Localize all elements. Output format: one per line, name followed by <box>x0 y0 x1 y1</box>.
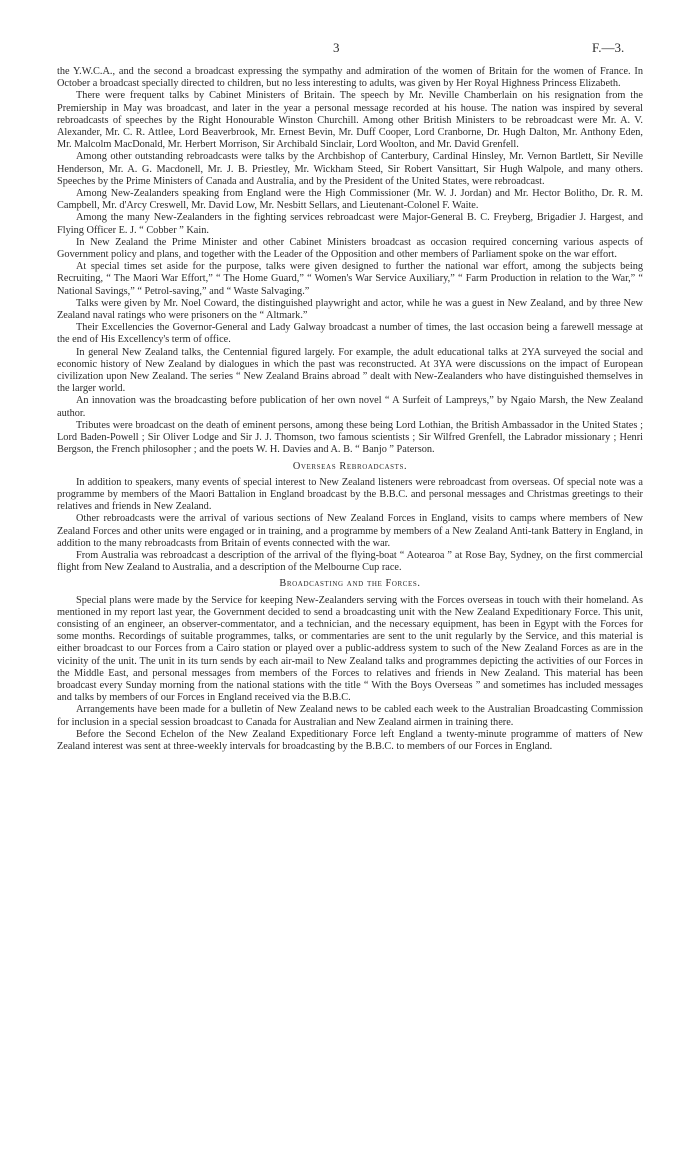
paragraph: Tributes were broadcast on the death of eminent persons, among these being Lord Lothian, the British Ambassador in the United States ; Lord Baden-Powell ; Sir Oliver Lodge and Sir J. J. Thomson, two famous scientists ; Sir Wilfred Grenfell, the Labrador missionary ; Henri Bergson, the French philosopher ; and the poets W. H. Davies and A. B. “ Banjo ” Paterson. <box>57 419 643 456</box>
section-heading: Overseas Rebroadcasts. <box>292 460 408 472</box>
paragraph: the Y.W.C.A., and the second a broadcast expressing the sympathy and admiration of the women of Britain for the women of France. In October a broadcast specially directed to children, but no less interesting to adults, was given by Her Royal Highness Princess Elizabeth. <box>57 66 643 90</box>
document-reference: F.—3. <box>592 40 625 55</box>
paragraph: An innovation was the broadcasting before publication of her own novel “ A Surfeit of Lampreys,” by Ngaio Marsh, the New Zealand author. <box>57 395 643 419</box>
paragraph: Arrangements have been made for a bulletin of New Zealand news to be cabled each week to the Australian Broadcasting Commission for inclusion in a special session broadcast to Canada for Australian and New Zealand airmen in training there. <box>57 704 643 728</box>
paragraph: Among New-Zealanders speaking from England were the High Commissioner (Mr. W. J. Jordan) and Mr. Hector Bolitho, Dr. R. M. Campbell, Mr. d'Arcy Creswell, Mr. David Low, Mr. Nesbitt Sellars, and Lieutenant-Colonel F. Waite. <box>57 188 643 212</box>
paragraph: Before the Second Echelon of the New Zealand Expeditionary Force left England a twenty-minute programme of matters of New Zealand interest was sent at three-weekly intervals for broadcasting by the B.B.C. to members of our Forces in England. <box>57 728 643 752</box>
paragraph: Talks were given by Mr. Noel Coward, the distinguished playwright and actor, while he was a guest in New Zealand, and by three New Zealand naval ratings who were prisoners on the “ Altmark.” <box>57 297 643 322</box>
document-body <box>57 66 643 753</box>
paragraph: At special times set aside for the purpose, talks were given designed to further the national war effort, among the subjects being Recruiting, “ The Maori War Effort,” “ The Home Guard,” “ Women's War Service Auxiliary,” “ Farm Production in relation to the War,” “ National Savings,” “ Petrol-saving,” and “ Waste Salvaging.” <box>57 261 643 297</box>
paragraph: Among other outstanding rebroadcasts were talks by the Archbishop of Canterbury, Cardinal Hinsley, Mr. Vernon Bartlett, Sir Neville Henderson, Mr. A. G. Macdonell, Mr. J. B. Priestley, Mr. Wickham Steed, Sir Robert Vansittart, Sir Hugh Walpole, and many others. Speeches by the Prime Ministers of Canada and Australia, and by the President of the United States, were rebroadcast. <box>57 151 643 187</box>
paragraph: Their Excellencies the Governor-General and Lady Galway broadcast a number of times, the last occasion being a farewell message at the end of His Excellency's term of office. <box>57 322 643 346</box>
section-heading: Broadcasting and the Forces. <box>279 578 421 590</box>
paragraph: Other rebroadcasts were the arrival of various sections of New Zealand Forces in England, visits to camps where members of New Zealand Forces and other units were engaged or in training, and a programme by members of a New Zealand Anti-tank Battery in England, in addition to the many rebroadcasts from Britain of events connected with the war. <box>57 513 643 549</box>
paragraph: Special plans were made by the Service for keeping New-Zealanders serving with the Forces overseas in touch with their homeland. As mentioned in my report last year, the Government decided to send a broadcasting unit with the New Zealand Expeditionary Force. This unit, consisting of an engineer, an observer-commentator, and a technician, and the necessary equipment, has been in Egypt with the Forces for some months. Recordings of suitable programmes, talks, or commentaries are sent to the unit regularly by the Service, and this material is either broadcast to our Forces from a Cairo station or played over a public-address system to such of the New Zealand Forces as are in the vicinity of the unit. The unit in its turn sends by each air-mail to New Zealand talks and programmes depicting the activities of our Forces in the Middle East, and personal messages from members of the Forces to relatives and friends in New Zealand. This material has been broadcast every Sunday morning from the national stations with the title “ With the Boys Overseas ” and sometimes has included messages and talks by members of our Forces in England received via the B.B.C. <box>57 594 643 704</box>
paragraph: Among the many New-Zealanders in the fighting services rebroadcast were Major-General B. C. Freyberg, Brigadier J. Hargest, and Flying Officer E. J. “ Cobber ” Kain. <box>57 212 643 236</box>
paragraph: In addition to speakers, many events of special interest to New Zealand listeners were rebroadcast from overseas. Of special note was a programme by members of the Maori Battalion in England broadcast by the B.B.C. and personal messages and Christmas greetings to their relatives and friends in New Zealand. <box>57 476 643 513</box>
page-header <box>0 40 700 54</box>
page-number: 3 <box>333 40 340 55</box>
paragraph: In general New Zealand talks, the Centennial figured largely. For example, the adult educational talks at 2YA surveyed the social and economic history of New Zealand by dialogues in which the past was reconstructed. At 3YA were discussions on the impact of European civilization upon New Zealand. The series “ New Zealand Brains abroad ” dealt with New-Zealanders who have distinguished themselves in the larger world. <box>57 346 643 395</box>
paragraph: There were frequent talks by Cabinet Ministers of Britain. The speech by Mr. Neville Chamberlain on his resignation from the Premiership in May was broadcast, and later in the year a personal message recorded at his house. The nation was inspired by several rebroadcasts of speeches by the Right Honourable Winston Churchill. Among other British Ministers to be rebroadcast were Mr. A. V. Alexander, Mr. C. R. Attlee, Lord Beaverbrook, Mr. Ernest Bevin, Mr. Duff Cooper, Lord Cranborne, Dr. Hugh Dalton, Mr. Anthony Eden, Mr. Malcolm MacDonald, Mr. Herbert Morrison, Sir Archibald Sinclair, Lord Woolton, and Mr. David Grenfell. <box>57 90 643 151</box>
paragraph: In New Zealand the Prime Minister and other Cabinet Ministers broadcast as occasion required concerning various aspects of Government policy and plans, and together with the Leader of the Opposition and other members of Parliament spoke on the war effort. <box>57 236 643 261</box>
paragraph: From Australia was rebroadcast a description of the arrival of the flying-boat “ Aotearoa ” at Rose Bay, Sydney, on the first commercial flight from New Zealand to Australia, and a description of the Melbourne Cup race. <box>57 549 643 574</box>
